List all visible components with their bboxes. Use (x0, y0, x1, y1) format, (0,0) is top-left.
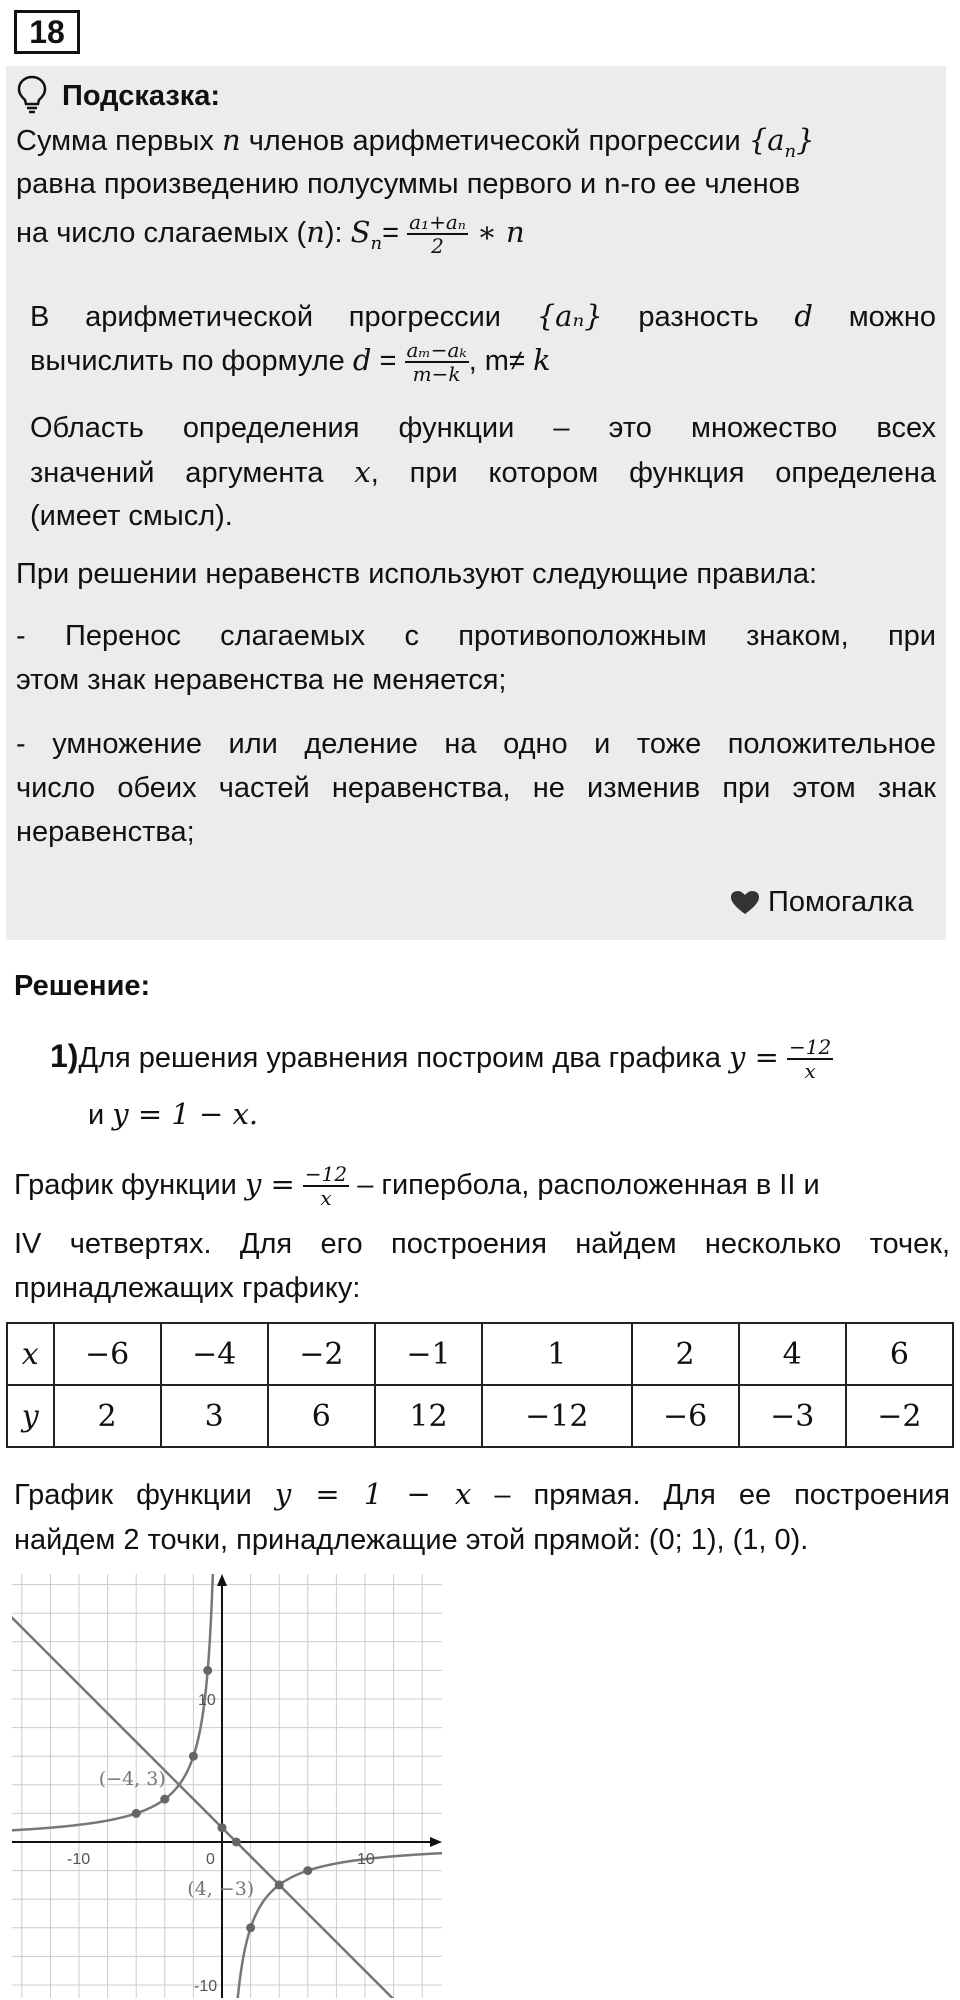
x-axis-arrow (430, 1837, 442, 1847)
step-1-line2: и y = 1 − x. (88, 1097, 259, 1131)
table-cell: 2 (632, 1323, 739, 1385)
tick-label-zero: 0 (206, 1851, 215, 1868)
graph-point (189, 1752, 198, 1761)
hint-box (6, 66, 946, 940)
tick-label-y-neg: -10 (194, 1978, 218, 1995)
table-cell: 6 (846, 1323, 953, 1385)
tick-label-x-neg: -10 (67, 1851, 91, 1868)
sum-formula-fraction: $\frac{\text{a₁+aₙ}}{2}$ (409, 210, 466, 259)
graph-point (275, 1880, 284, 1889)
hint-p5-line2: этом знак неравенства не меняется; (16, 664, 507, 696)
table-cell: 6 (268, 1385, 375, 1447)
hint-p6-line1: - умножение или деление на одно и тоже положительное (16, 728, 936, 760)
solution-p3-line2: найдем 2 точки, принадлежащие этой прямой: (0; 1), (1, 0). (14, 1524, 809, 1556)
task-number: 18 (14, 10, 80, 54)
tick-label-x-pos: 10 (357, 1851, 375, 1868)
hint-p6-line2: число обеих частей неравенства, не изменив при этом знак (16, 772, 936, 804)
graph-point (132, 1809, 141, 1818)
hint-p1-line1: Сумма первых n членов арифметичесокй прогрессии $\{a_n\}$ (16, 123, 815, 162)
hint-p6-line3: неравенства; (16, 816, 195, 848)
graph-point (246, 1923, 255, 1932)
table-cell: −4 (161, 1323, 268, 1385)
table-cell: 4 (739, 1323, 846, 1385)
table-cell: −3 (739, 1385, 846, 1447)
hint-p1-line3: на число слагаемых (n): $S_n=$ $\frac{\text{a₁+aₙ}}{2}$ ∗ n (16, 210, 525, 259)
hint-title: Подсказка: (62, 80, 221, 112)
hint-p3-line1: Область определения функции – это множество всех (30, 412, 936, 444)
difference-formula-fraction: $\frac{\text{aₘ−aₖ}}{m-k}$ (406, 338, 467, 387)
graph-point (160, 1795, 169, 1804)
values-table (6, 1322, 954, 1448)
hint-p5-line1: - Перенос слагаемых с противоположным знаком, при (16, 620, 936, 652)
hint-p1-line2: равна произведению полусуммы первого и n-го ее членов (16, 168, 801, 200)
hyperbola-fraction: $\frac{-12}{x}$ (304, 1162, 348, 1211)
table-cell: 1 (482, 1323, 632, 1385)
graph-point (303, 1866, 312, 1875)
brand-label: Помогалка (768, 886, 914, 918)
graph-point (203, 1666, 212, 1675)
line-graph (12, 1613, 442, 1998)
table-cell: −1 (375, 1323, 482, 1385)
table-row-x (7, 1323, 953, 1385)
table-cell: −2 (268, 1323, 375, 1385)
hint-p3-line2: значений аргумента x, при котором функция определена (30, 455, 936, 489)
step-fraction: $\frac{-12}{x}$ (788, 1035, 832, 1084)
solution-p2-line2: IV четвертях. Для его построения найдем несколько точек, (14, 1228, 950, 1260)
table-row-y (7, 1385, 953, 1447)
table-cell: 12 (375, 1385, 482, 1447)
table-header-x: x (7, 1323, 54, 1385)
hint-p2-line1: В арифметической прогрессии {aₙ} разность d можно (30, 299, 936, 333)
solution-p3-line1: График функции y = 1 − x – прямая. Для ее построения (14, 1477, 950, 1511)
hint-p4: При решении неравенств используют следующие правила: (16, 558, 818, 590)
point-label-b: (4, −3) (187, 1877, 255, 1900)
point-label-a: (−4, 3) (98, 1768, 166, 1791)
table-cell: 3 (161, 1385, 268, 1447)
table-cell: −6 (632, 1385, 739, 1447)
table-cell: −12 (482, 1385, 632, 1447)
graph-axes (12, 1574, 442, 1998)
hint-p3-line3: (имеет смысл). (30, 500, 233, 532)
tick-label-y-pos: 10 (198, 1692, 216, 1709)
graph-grid (12, 1574, 442, 1998)
hint-p2-line2: вычислить по формуле d = $\frac{\text{aₘ−aₖ}}{m-k}$ , m≠ k (30, 338, 551, 387)
heart-icon (730, 890, 760, 916)
lightbulb-icon (16, 74, 48, 114)
table-cell: −6 (54, 1323, 161, 1385)
graph-point (232, 1838, 241, 1847)
y-axis-arrow (217, 1574, 227, 1586)
hyperbola-branch-left (12, 1574, 213, 1831)
graph-point (218, 1823, 227, 1832)
table-header-y: y (7, 1385, 54, 1447)
solution-p2-line1: График функции y = $\frac{-12}{x}$ – гипербола, расположенная в II и (14, 1162, 820, 1211)
solution-p2-line3: принадлежащих графику: (14, 1272, 361, 1304)
solution-title: Решение: (14, 970, 151, 1002)
step-1-line1: 1)Для решения уравнения построим два графика y = $\frac{-12}{x}$ (50, 1035, 832, 1084)
table-cell: −2 (846, 1385, 953, 1447)
function-graph (12, 1574, 442, 1998)
table-cell: 2 (54, 1385, 161, 1447)
